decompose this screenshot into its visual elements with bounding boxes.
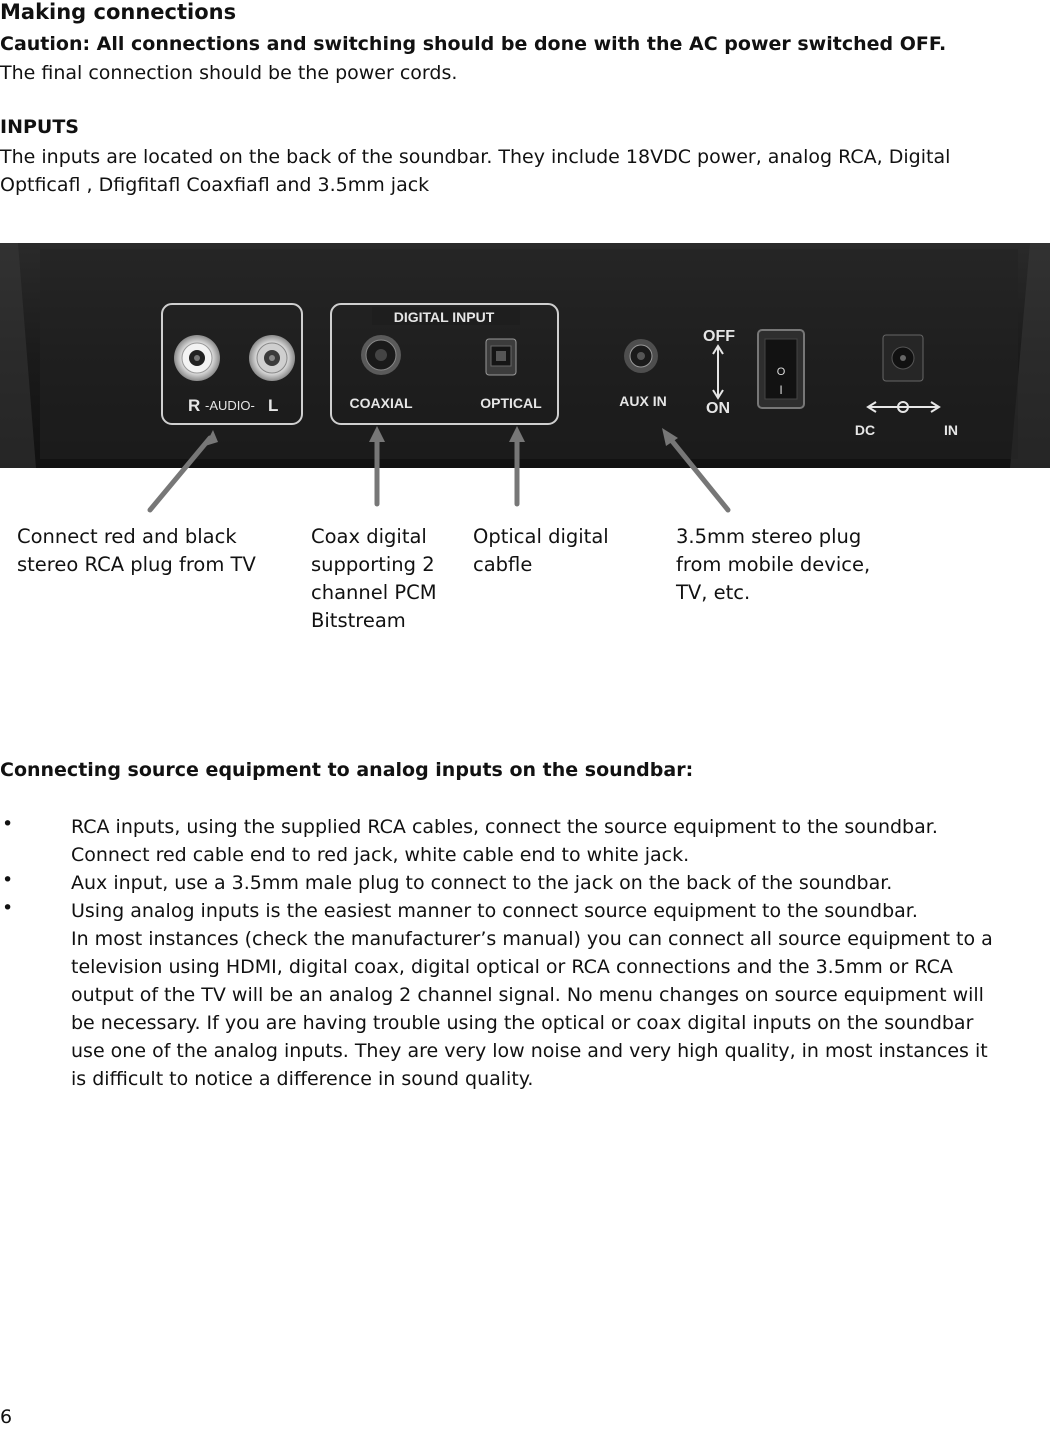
switch-o-label: O [776, 366, 786, 378]
callout-aux [676, 523, 870, 607]
callout-aux-line3: TV, etc. [676, 581, 751, 604]
rca-label-audio: -AUDIO- [205, 398, 255, 413]
rca-right-jack [174, 335, 220, 381]
inputs-text-line1: The inputs are located on the back of the soundbar. They include 18VDC power, analog RCA, Digital [0, 146, 951, 168]
rca-left-jack [249, 335, 295, 381]
callout-optical-line1: Optical digital [473, 525, 609, 548]
final-note: The final connection should be the power cords. [0, 62, 458, 84]
bullet-1-line2: Connect red cable end to red jack, white cable end to white jack. [71, 844, 690, 866]
bullet-3-glyph: • [2, 897, 14, 919]
switch-i-label: I [779, 383, 783, 397]
optical-label: OPTICAL [480, 395, 542, 411]
bullet-2-glyph: • [2, 869, 14, 891]
callout-aux-line2: from mobile device, [676, 553, 871, 576]
inputs-heading: INPUTS [0, 116, 79, 138]
power-switch [758, 330, 804, 408]
bullet-3-line3: television using HDMI, digital coax, digital optical or RCA connections and the 3.5mm or RCA [71, 956, 953, 978]
callout-arrows [0, 420, 1050, 520]
digital-input-label: DIGITAL INPUT [393, 309, 495, 325]
aux-in-jack [624, 339, 658, 373]
analog-section-heading: Connecting source equipment to analog inputs on the soundbar: [0, 759, 694, 781]
callout-coax [311, 523, 437, 635]
coaxial-label: COAXIAL [349, 395, 413, 411]
rca-label-r: R [188, 396, 201, 415]
bullet-1-line1: RCA inputs, using the supplied RCA cables, connect the source equipment to the soundbar. [71, 816, 938, 838]
callout-rca-line1: Connect red and black [17, 525, 237, 548]
bullet-3-line2: In most instances (check the manufacturer’s manual) you can connect all source equipment to a [71, 928, 993, 950]
in-label: IN [944, 422, 958, 438]
page-heading: Making connections [0, 0, 237, 24]
off-label: OFF [703, 328, 735, 345]
bullet-2 [71, 869, 1050, 897]
page-number: 6 [0, 1406, 13, 1428]
dc-power-jack [883, 335, 923, 381]
caution-text: Caution: All connections and switching should be done with the AC power switched OFF. [0, 33, 947, 55]
callout-coax-line2: supporting 2 [311, 553, 435, 576]
bullet-1 [71, 813, 1050, 869]
callout-rca [17, 523, 256, 579]
callout-aux-line1: 3.5mm stereo plug [676, 525, 862, 548]
bullet-2-line1: Aux input, use a 3.5mm male plug to connect to the jack on the back of the soundbar. [71, 872, 893, 894]
callout-optical [473, 523, 609, 579]
bullet-3-line6: use one of the analog inputs. They are very low noise and very high quality, in most instances it [71, 1040, 988, 1062]
callout-optical-line2: cabfle [473, 553, 533, 576]
bullet-3-line7: is difficult to notice a difference in sound quality. [71, 1068, 534, 1090]
arrow-rca [150, 438, 210, 510]
coaxial-jack [361, 335, 401, 375]
callout-coax-line3: channel PCM [311, 581, 437, 604]
bullet-3 [71, 897, 1050, 1093]
dc-label: DC [854, 422, 876, 438]
bullet-3-line4: output of the TV will be an analog 2 channel signal. No menu changes on source equipment will [71, 984, 984, 1006]
on-label: ON [706, 400, 730, 417]
rca-label-l: L [268, 396, 279, 415]
callout-coax-line4: Bitstream [311, 609, 406, 632]
bullet-1-glyph: • [2, 813, 14, 835]
aux-in-label: AUX IN [619, 393, 667, 409]
callout-coax-line1: Coax digital [311, 525, 427, 548]
callout-rca-line2: stereo RCA plug from TV [17, 553, 256, 576]
inputs-text-line2: Optficafl , Dfigfitafl Coaxfiafl and 3.5mm jack [0, 174, 430, 196]
bullet-3-line1: Using analog inputs is the easiest manner to connect source equipment to the soundbar. [71, 900, 918, 922]
arrow-aux [668, 436, 728, 510]
optical-jack [486, 339, 516, 375]
bullet-3-line5: be necessary. If you are having trouble using the optical or coax digital inputs on the soundbar [71, 1012, 974, 1034]
